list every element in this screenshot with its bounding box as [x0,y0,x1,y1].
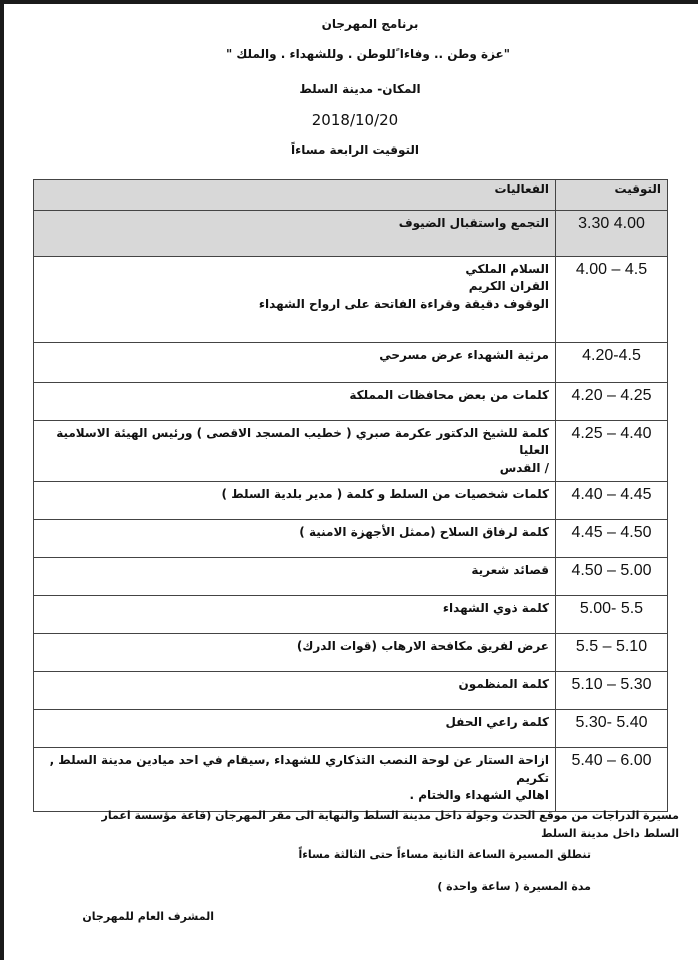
activity-cell [34,672,556,710]
activity-cell [34,634,556,672]
time-cell: 5.40 -5.30 [556,710,668,748]
activity-cell [34,257,556,343]
activity-line: ازاحة الستار عن لوحة النصب التذكاري للشهداء ,سيقام في احد ميادين مدينة السلط , تكريم [49,753,549,785]
schedule-row [34,672,668,710]
table-header-row [34,180,668,211]
column-header-time: التوقيت [556,180,668,211]
time-cell: 5.00 – 4.50 [556,558,668,596]
bike-parade-note: مسيرة الدراجات من موقع الحدث وجولة داخل مدينة السلط والنهاية الى مقر المهرجان (قاعة مؤسسة اعمار السلط داخل مدينة السلط [101,809,679,840]
activity-line: مرثية الشهداء عرض مسرحي [379,348,549,362]
event-start-time: التوقيت الرابعة مساءاً [290,143,419,157]
schedule-row [34,520,668,558]
time-cell: 6.00 – 5.40 [556,748,668,812]
time-cell: 5.10 – 5.5 [556,634,668,672]
photo-edge-top [0,0,698,4]
parade-start-note: تنطلق المسيرة الساعة الثانية مساءاً حتى الثالثة مساءاً [298,848,591,861]
schedule-row [34,710,668,748]
activity-line: كلمة ذوي الشهداء [442,601,549,616]
time-cell: 4.25 – 4.20 [556,383,668,421]
time-cell: 4.40 – 4.25 [556,421,668,482]
parade-duration-note: مدة المسيرة ( ساعة واحدة ) [437,880,591,893]
activity-line: التجمع واستقبال الضيوف [398,216,549,230]
festival-slogan: "عزة وطن .. وفاءا ًللوطن . وللشهداء . والملك " [225,47,510,61]
activity-line: عرض لفريق مكافحة الارهاب (قوات الدرك) [296,639,549,654]
activity-cell [34,482,556,520]
activity-line: كلمات من بعض محافظات المملكة [349,388,549,402]
signature-line: المشرف العام للمهرجان [82,910,214,923]
schedule-table [33,179,668,812]
activity-cell [34,520,556,558]
activity-cell [34,383,556,421]
activity-line: كلمة راعي الحفل [445,715,549,730]
schedule-row [34,257,668,343]
document-title: برنامج المهرجان [321,17,419,31]
schedule-row [34,383,668,421]
activity-cell [34,421,556,482]
time-cell: 4.45 – 4.40 [556,482,668,520]
activity-cell [34,748,556,812]
activity-line: كلمات شخصيات من السلط و كلمة ( مدير بلدية السلط ) [221,487,549,502]
schedule-row [34,558,668,596]
activity-cell [34,596,556,634]
activity-line: كلمة المنظمون [458,677,549,692]
schedule-row [34,596,668,634]
activity-cell [34,558,556,596]
time-cell: 5.5 -5.00 [556,596,668,634]
venue-line: المكان- مدينة السلط [299,82,421,96]
schedule-body [34,211,668,812]
activity-line: كلمة لرفاق السلاح (ممثل الأجهزة الامنية ) [299,525,549,540]
schedule-row [34,211,668,257]
activity-cell [34,710,556,748]
column-header-activities: الفعاليات [34,180,556,211]
activity-cell [34,343,556,383]
activity-line: / القدس [499,460,549,475]
schedule-row [34,421,668,482]
time-cell: 4.50 – 4.45 [556,520,668,558]
activity-line: اهالي الشهداء والختام . [409,787,549,802]
activity-line: قصائد شعرية [471,563,549,578]
activity-cell [34,211,556,257]
time-cell: 4.5 – 4.00 [556,257,668,343]
activity-line: السلام الملكي [465,262,549,276]
schedule-row [34,482,668,520]
schedule-row [34,748,668,812]
activity-line: الوقوف دقيقة وقراءة الفاتحة على ارواح الشهداء [258,296,549,311]
schedule-row [34,634,668,672]
schedule-row [34,343,668,383]
photo-edge-left [0,0,4,960]
time-cell: 4.00 3.30 [556,211,668,257]
event-date: 2018/10/20 [311,111,399,129]
activity-line: القران الكريم [468,279,549,294]
time-cell: 5.30 – 5.10 [556,672,668,710]
activity-line: كلمة للشيخ الدكتور عكرمة صبري ( خطيب المسجد الاقصى ) ورئيس الهيئة الاسلامية العليا [56,426,549,458]
time-cell: 4.20-4.5 [556,343,668,383]
